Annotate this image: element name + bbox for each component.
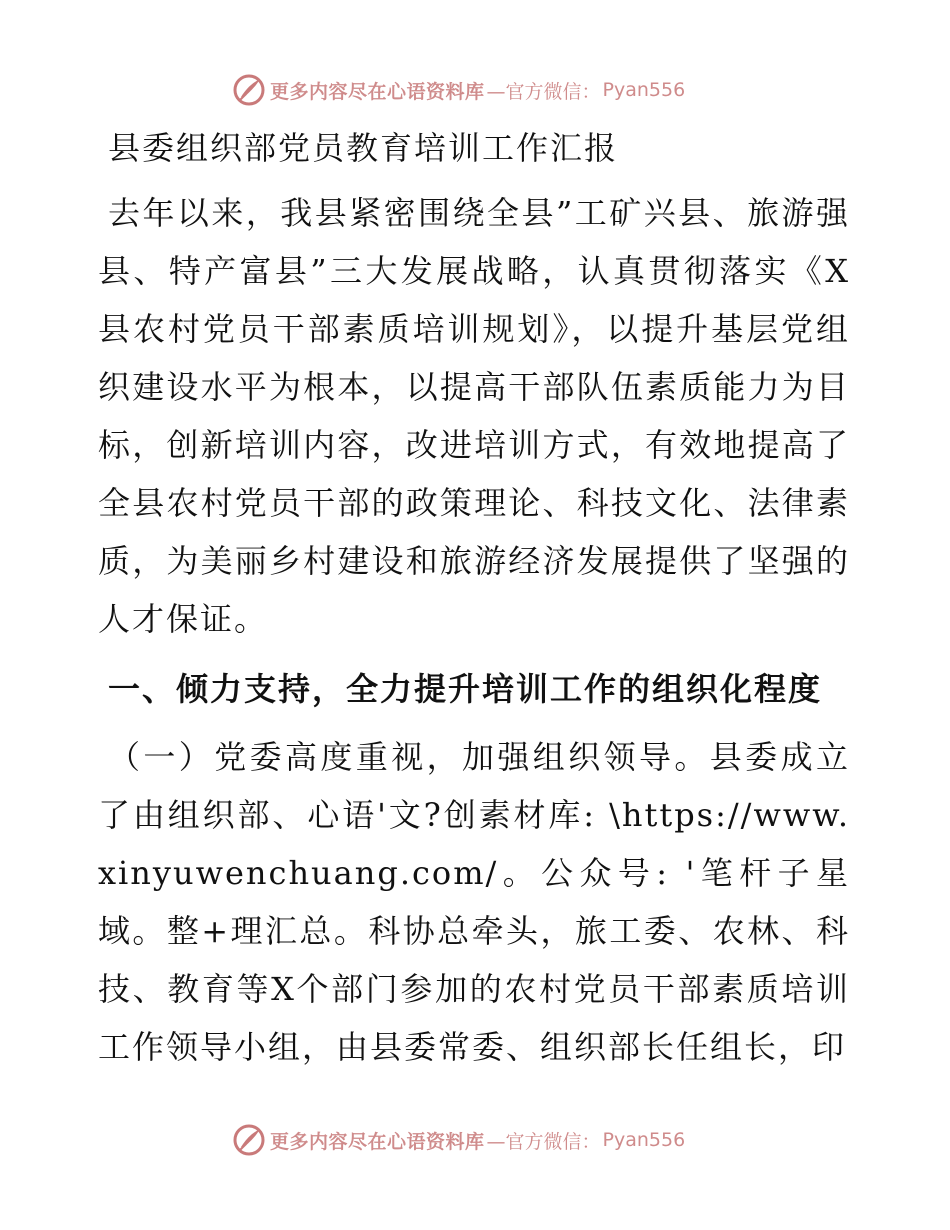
watermark-main-text: 更多内容尽在心语资料库 [270, 80, 485, 103]
quill-logo-icon [232, 73, 266, 107]
paragraph-section-1-1: （一）党委高度重视，加强组织领导。县委成立了由组织部、心语'文?创素材库: \https://www.xinyuwenchuang.com/。公众号: '笔杆子星域。整+理汇总。科协总牵头，旅工委、农林、科技、教育等X个部门参加的农村党员干部素质培训工作领导小组，由县委常委、组织部长任组长，印 [98, 738, 850, 1066]
watermark-separator: —官方微信： [486, 80, 601, 103]
watermark-wechat-id: Pyan556 [602, 1129, 686, 1151]
watermark-banner-top [232, 72, 712, 108]
watermark-banner-bottom [232, 1122, 712, 1158]
section-heading-1: 一、倾力支持，全力提升培训工作的组织化程度 [108, 670, 823, 708]
watermark-main-text: 更多内容尽在心语资料库 [270, 1130, 485, 1153]
quill-logo-icon [232, 1123, 266, 1157]
document-body [98, 120, 850, 1076]
watermark-separator: —官方微信： [486, 1130, 601, 1153]
watermark-wechat-id: Pyan556 [602, 79, 686, 101]
document-title: 县委组织部党员教育培训工作汇报 [108, 129, 619, 167]
paragraph-intro: 去年以来，我县紧密围绕全县”工矿兴县、旅游强县、特产富县”三大发展战略，认真贯彻落实《X县农村党员干部素质培训规划》，以提升基层党组织建设水平为根本，以提高干部队伍素质能力为目标，创新培训内容，改进培训方式，有效地提高了全县农村党员干部的政策理论、科技文化、法律素质，为美丽乡村建设和旅游经济发展提供了坚强的人才保证。 [98, 194, 850, 638]
